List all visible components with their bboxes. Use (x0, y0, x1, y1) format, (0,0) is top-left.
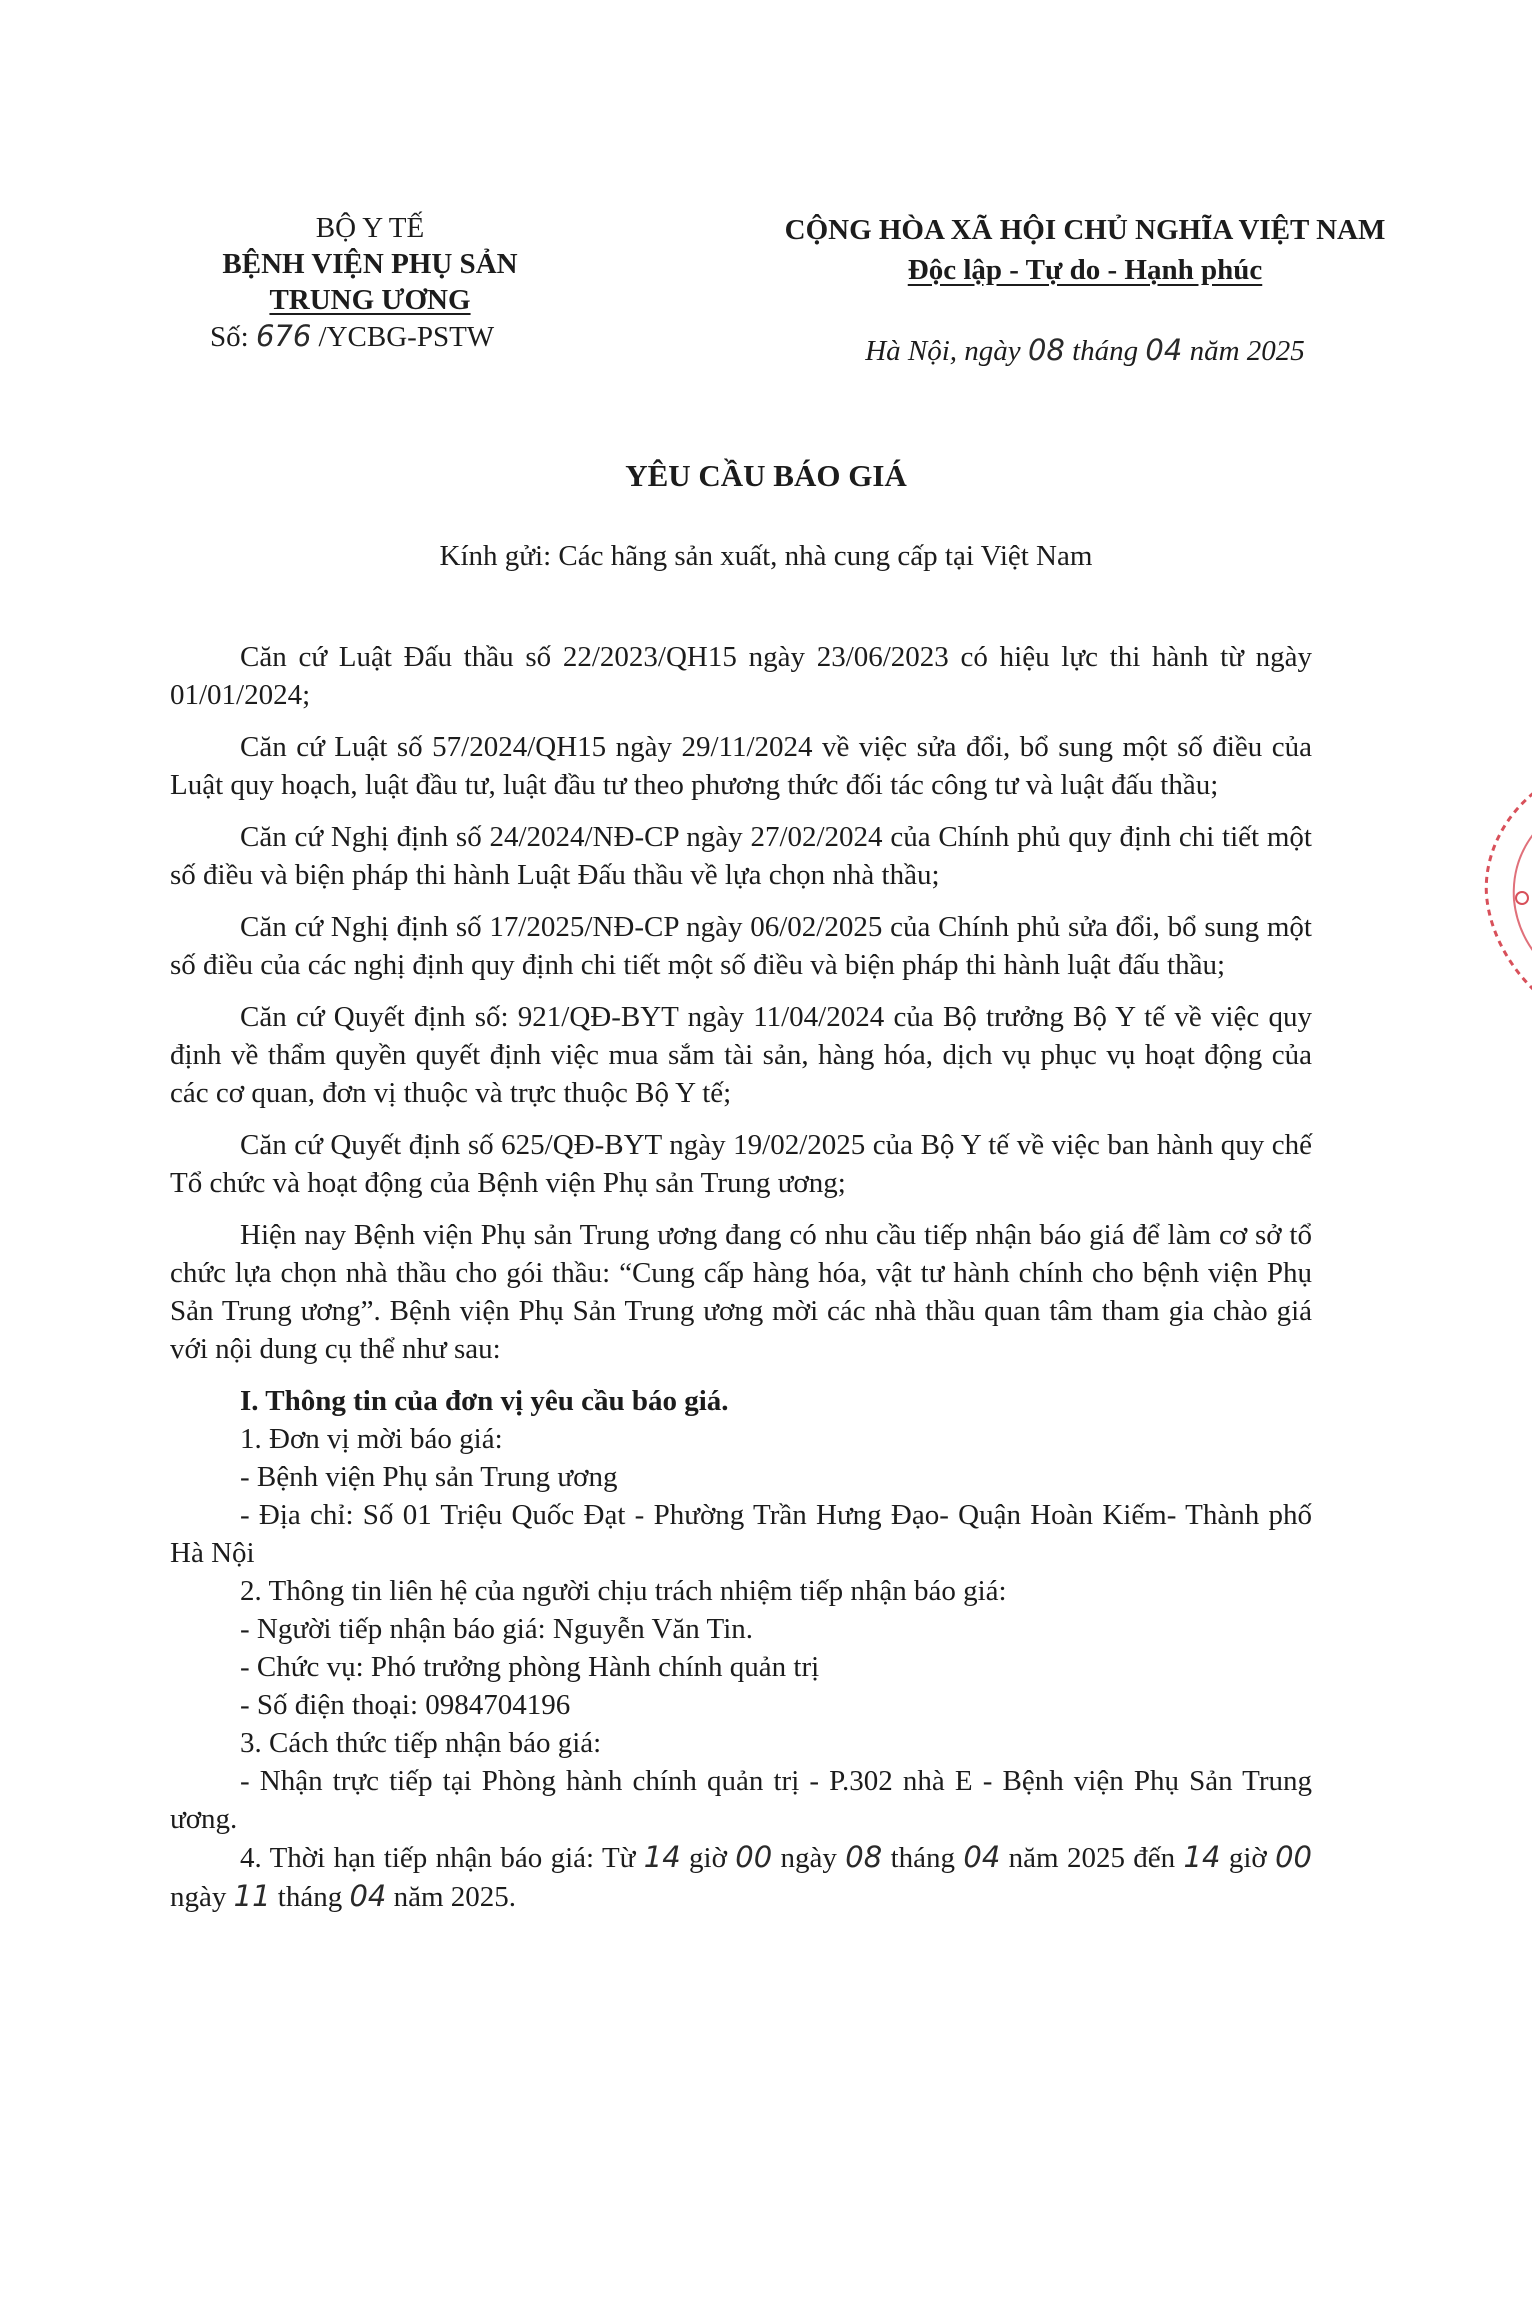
request-paragraph: Hiện nay Bệnh viện Phụ sản Trung ương đang có nhu cầu tiếp nhận báo giá để làm cơ sở tổ chức lựa chọn nhà thầu cho gói thầu: “Cung cấp hàng hóa, vật tư hành chính cho bệnh viện Phụ Sản Trung ương”. Bệnh viện Phụ Sản Trung ương mời các nhà thầu quan tâm tham gia chào giá với nội dung cụ thể như sau: (170, 1219, 1312, 1365)
red-seal-fragment (1462, 770, 1532, 1010)
deadline-line (170, 1838, 1312, 1916)
deadline-text: tháng (270, 1881, 350, 1913)
number-prefix: Số: (210, 321, 256, 353)
country-name: CỘNG HÒA XÃ HỘI CHỦ NGHĨA VIỆT NAM (784, 214, 1386, 246)
issuer-block (150, 210, 590, 355)
deadline-text: giờ (680, 1842, 736, 1874)
legal-basis-paragraph: Căn cứ Luật số 57/2024/QH15 ngày 29/11/2024 về việc sửa đổi, bổ sung một số điều của Luật quy hoạch, luật đầu tư, luật đầu tư theo phương thức đối tác công tư và luật đấu thầu; (170, 731, 1312, 801)
national-header (745, 210, 1425, 371)
document-date (745, 330, 1425, 371)
national-motto: Độc lập - Tự do - Hạnh phúc (907, 254, 1263, 286)
info-line: - Số điện thoại: 0984704196 (240, 1689, 571, 1721)
requester-info (170, 1382, 1312, 1916)
date-mid: tháng (1064, 335, 1146, 367)
deadline-text: tháng (882, 1842, 964, 1874)
hospital-name-line2: TRUNG ƯƠNG (269, 284, 471, 316)
info-line: 3. Cách thức tiếp nhận báo giá: (240, 1727, 602, 1759)
greeting-line: Kính gửi: Các hãng sản xuất, nhà cung cấp tại Việt Nam (439, 540, 1093, 572)
deadline-text: năm 2025 đến (1000, 1842, 1184, 1874)
ministry-name: BỘ Y TẾ (315, 212, 425, 244)
info-line: 2. Thông tin liên hệ của người chịu trách nhiệm tiếp nhận báo giá: (240, 1575, 1007, 1607)
info-line: - Địa chỉ: Số 01 Triệu Quốc Đạt - Phường Trần Hưng Đạo- Quận Hoàn Kiếm- Thành phố Hà Nội (170, 1499, 1312, 1569)
deadline-text: năm 2025. (386, 1881, 517, 1913)
date-day: 08 (1027, 333, 1065, 367)
number-handwritten: 676 (255, 319, 312, 353)
handwritten-month: 04 (349, 1879, 387, 1913)
date-month: 04 (1145, 333, 1183, 367)
handwritten-minute: 00 (1275, 1840, 1312, 1874)
deadline-text: ngày (772, 1842, 846, 1874)
legal-basis-paragraph: Căn cứ Quyết định số 625/QĐ-BYT ngày 19/02/2025 của Bộ Y tế về việc ban hành quy chế Tổ chức và hoạt động của Bệnh viện Phụ sản Trung ương; (170, 1129, 1312, 1199)
legal-basis-paragraph: Căn cứ Quyết định số: 921/QĐ-BYT ngày 11/04/2024 của Bộ trưởng Bộ Y tế về việc quy định về thẩm quyền quyết định việc mua sắm tài sản, hàng hóa, dịch vụ phục vụ hoạt động của các cơ quan, đơn vị thuộc và trực thuộc Bộ Y tế; (170, 1001, 1312, 1109)
deadline-text: giờ (1220, 1842, 1276, 1874)
info-line: - Bệnh viện Phụ sản Trung ương (240, 1461, 618, 1493)
info-line: - Chức vụ: Phó trưởng phòng Hành chính quản trị (240, 1651, 820, 1683)
document-title: YÊU CẦU BÁO GIÁ (625, 458, 907, 493)
legal-basis-paragraph: Căn cứ Luật Đấu thầu số 22/2023/QH15 ngày 23/06/2023 có hiệu lực thi hành từ ngày 01/01/2024; (170, 641, 1312, 711)
date-suffix: năm 2025 (1182, 335, 1305, 367)
number-suffix: /YCBG-PSTW (311, 321, 495, 353)
deadline-text: 4. Thời hạn tiếp nhận báo giá: Từ (240, 1842, 644, 1874)
hospital-name-line1: BỆNH VIỆN PHỤ SẢN (222, 248, 518, 280)
handwritten-month: 04 (963, 1840, 1001, 1874)
handwritten-minute: 00 (735, 1840, 773, 1874)
date-prefix: Hà Nội, ngày (865, 335, 1028, 367)
handwritten-hour: 14 (643, 1840, 681, 1874)
legal-basis-paragraph: Căn cứ Nghị định số 24/2024/NĐ-CP ngày 27/02/2024 của Chính phủ quy định chi tiết một số điều và biện pháp thi hành Luật Đấu thầu về lựa chọn nhà thầu; (170, 821, 1312, 891)
info-line: - Người tiếp nhận báo giá: Nguyễn Văn Tin. (240, 1613, 754, 1645)
handwritten-day: 11 (233, 1879, 271, 1913)
info-line: - Nhận trực tiếp tại Phòng hành chính quản trị - P.302 nhà E - Bệnh viện Phụ Sản Trung ương. (170, 1765, 1312, 1835)
info-line: 1. Đơn vị mời báo giá: (240, 1423, 503, 1455)
handwritten-hour: 14 (1183, 1840, 1221, 1874)
document-body (170, 638, 1312, 1916)
document-number (150, 318, 590, 355)
deadline-text: ngày (170, 1881, 234, 1913)
handwritten-day: 08 (845, 1840, 883, 1874)
section-heading: I. Thông tin của đơn vị yêu cầu báo giá. (240, 1385, 729, 1417)
legal-basis-paragraph: Căn cứ Nghị định số 17/2025/NĐ-CP ngày 06/02/2025 của Chính phủ sửa đổi, bổ sung một số điều của các nghị định quy định chi tiết một số điều và biện pháp thi hành luật đấu thầu; (170, 911, 1312, 981)
